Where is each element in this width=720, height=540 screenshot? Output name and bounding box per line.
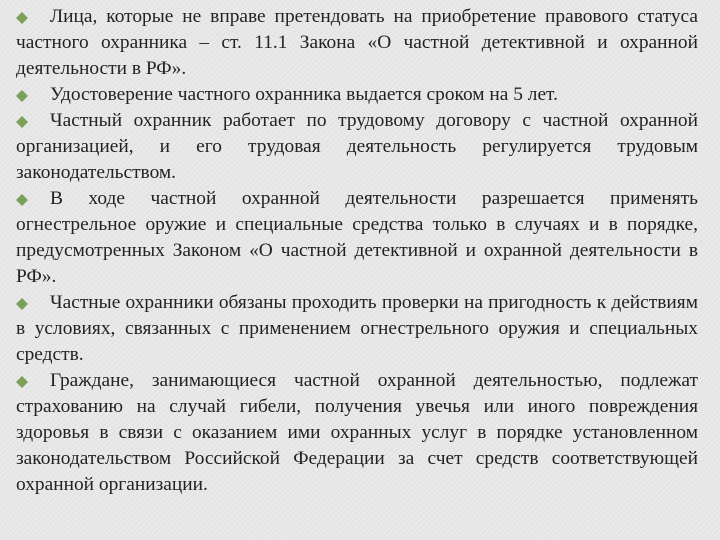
- bullet-item-2: [16, 82, 698, 108]
- bullet-text: Частные охранники обязаны проходить проверки на пригодность к действиям в условиях, связанных с применением огнестрельного оружия и специальных средств.: [16, 292, 698, 365]
- leaf-bullet-icon: [16, 12, 28, 24]
- bullet-text: Частный охранник работает по трудовому договору с частной охранной организацией, и его трудовая деятельность регулируется трудовым законодательством.: [16, 110, 698, 183]
- bullet-text: Лица, которые не вправе претендовать на приобретение правового статуса частного охранника – ст. 11.1 Закона «О частной детективной и охранной деятельности в РФ».: [16, 6, 698, 79]
- leaf-bullet-icon: [16, 298, 28, 310]
- bullet-list: [16, 4, 698, 498]
- bullet-text: Удостоверение частного охранника выдается сроком на 5 лет.: [50, 84, 558, 105]
- bullet-text: В ходе частной охранной деятельности разрешается применять огнестрельное оружие и специальные средства только в случаях и в порядке, предусмотренных Законом «О частной детективной и охранной деятельности в РФ».: [16, 188, 698, 287]
- leaf-bullet-icon: [16, 90, 28, 102]
- bullet-item-3: [16, 108, 698, 186]
- bullet-text: Граждане, занимающиеся частной охранной деятельностью, подлежат страхованию на случай гибели, получения увечья или иного повреждения здоровья в связи с оказанием ими охранных услуг в порядке установленном законодательством Российской Федерации за счет средств соответствующей охранной организации.: [16, 370, 698, 495]
- bullet-item-5: [16, 290, 698, 368]
- leaf-bullet-icon: [16, 116, 28, 128]
- bullet-item-6: [16, 368, 698, 498]
- leaf-bullet-icon: [16, 376, 28, 388]
- bullet-item-4: [16, 186, 698, 290]
- leaf-bullet-icon: [16, 194, 28, 206]
- bullet-item-1: [16, 4, 698, 82]
